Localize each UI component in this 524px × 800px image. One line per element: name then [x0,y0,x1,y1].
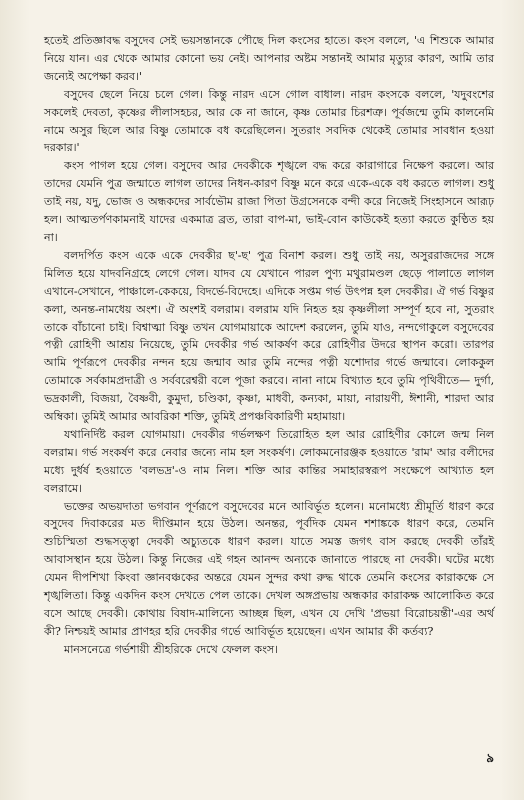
body-text [44,32,494,659]
page-number: ৯ [486,751,494,765]
paragraph-1: হতেই প্রতিজ্ঞাবদ্ধ বসুদেব সেই ভয়সন্তানকে পৌছে দিল কংসের হাতে। কংস বললে, 'এ শিশুকে আমার নিয়ে যান। এর থেকে আমার কোনো ভয় নেই। আপনার অষ্টম সন্তানই আমার মৃত্যুর কারণ, আমি তার জন্যেই অপেক্ষা করব।' [44,34,494,83]
paragraph-2: বসুদেব ছেলে নিয়ে চলে গেল। কিন্তু নারদ এসে গোল বাধাল। নারদ কংসকে বললে, 'যদুবংশের সকলেই দেবতা, কৃষ্ণের লীলাসহচর, আর কে না জানে, কৃষ্ণ তোমার চিরশত্রু। পূর্বজন্মে তুমি কালনেমি নামে অসুর ছিলে আর বিষ্ণু তোমাকে বধ করেছিলেন। সুতরাং সবদিক থেকেই তোমার সাবধান হওয়া দরকার।' [44,87,494,155]
paragraph-7: মানসনেত্রে গর্ভশায়ী শ্রীহরিকে দেখে ফেলল কংস। [64,642,278,656]
paragraph-3: কংস পাগল হয়ে গেল। বসুদেব আর দেবকীকে শৃঙ্খলে বদ্ধ করে কারাগারে নিক্ষেপ করলে। আর তাদের যেমনি পুত্র জন্মাতে লাগল তাদের নিধন-কারণ বিষ্ণু মনে করে একে-একে বধ করতে লাগল। শুধু তাই নয়, যদু, ভোজ ও অন্ধকদের সার্বভৌম রাজা পিতা উগ্রসেনকে বন্দী করে নিজেই সিংহাসনে আরূঢ় হল। আত্মতর্পণকামনাই যাদের একমাত্র ব্রত, তারা বাপ-মা, ভাই-বোন কাউকেই হত্যা করতে কুণ্ঠিত হয় না। [44,159,494,244]
paragraph-5: যথানির্দিষ্ট করল যোগমায়া। দেবকীর গর্ভলক্ষণ তিরোহিত হল আর রোহিণীর কোলে জন্ম নিল বলরাম। গর্ভ সংকর্ষণ করে নেবার জন্যে নাম হল সংকর্ষণ। লোকমনোরঞ্জক হওয়াতে 'রাম' আর বলীদের মধ্যে দুর্ধর্ষ হওয়াতে 'বলভদ্র'-ও নাম নিল। শক্তি আর কান্তির সমাহারস্বরূপ সংক্ষেপে আখ্যাত হল বলরামে। [44,427,494,495]
paragraph-6: ভক্তের অভয়দাতা ভগবান পূর্ণরূপে বসুদেবের মনে আবির্ভূত হলেন। মনোমধ্যে শ্রীমূর্তি ধারণ করে বসুদেব দিবাকরের মত দীপ্তিমান হয়ে উঠল। অনন্তর, পূর্বদিক যেমন শশাঙ্ককে ধারণ করে, তেমনি শুচিস্মিতা শুদ্ধসত্ত্বা দেবকী অচ্যুতকে ধারণ করল। যাতে সমস্ত জগৎ বাস করছে দেবকী তাঁরই আবাসস্থান হয়ে উঠল। কিন্তু নিজের এই গহন আনন্দ অন্যকে জানাতে পারছে না দেবকী। ঘটের মধ্যে যেমন দীপশিখা কিংবা জ্ঞানবঞ্চকের অন্তরে যেমন সুন্দর কথা রুদ্ধ থাকে তেমনি কংসের কারাকক্ষে সে শৃঙ্খলিতা। কিন্তু একদিন কংস দেখতে পেল তাকে। দেখল অঙ্গপ্রভায় অন্ধকার কারাকক্ষ আলোকিত করে বসে আছে দেবকী। কোথায় বিষাদ-মালিন্যে আচ্ছন্ন ছিল, এখন যে দেখি 'প্রভয়া বিরোচয়ন্তী'-এর অর্থ কী? নিশ্চয়ই আমার প্রাণহর হরি দেবকীর গর্ভে আবির্ভূত হয়েছেন। এখন আমার কী কর্তব্য? [44,499,494,638]
paragraph-4: বলদর্পিত কংস একে একে দেবকীর ছ'-ছ' পুত্র বিনাশ করল। শুধু তাই নয়, অসুররাজদের সঙ্গে মিলিত হয়ে যাদবনিগ্রহে লেগে গেল। যাদব যে যেখানে পারল পুণ্য মথুরামণ্ডল ছেড়ে পালাতে লাগল এখানে-সেখানে, পাঞ্চালে-কেকয়ে, বিদর্ভে-বিদেহে। এদিকে সপ্তম গর্ভ উৎপন্ন হল দেবকীর। ঐ গর্ভ বিষ্ণুর কলা, অনন্ত-নামধেয় অংশ। ঐ অংশই বলরাম। বলরাম যদি নিহত হয় কৃষ্ণলীলা সম্পূর্ণ হবে না, সুতরাং তাকে বাঁচানো চাই। বিশ্বাত্মা বিষ্ণু তখন যোগমায়াকে আদেশ করলেন, তুমি যাও, নন্দগোকুলে বসুদেবের পত্নী রোহিণী আশ্রয় নিয়েছে, তুমি দেবকীর গর্ভ আকর্ষণ করে রোহিণীর উদরে স্থাপন করো। তারপর আমি পূর্ণরূপে দেবকীর নন্দন হয়ে জন্মাব আর তুমি নন্দের পত্নী যশোদার গর্ভে জন্মাবে। লোককুল তোমাকে সর্বকামপ্রদাত্রী ও সর্ববরেশ্বরী বলে পূজা করবে। নানা নামে বিখ্যাত হবে তুমি পৃথিবীতে— দুর্গা, ভদ্রকালী, বিজয়া, বৈষ্ণবী, কুমুদা, চণ্ডিকা, কৃষ্ণা, মাধবী, কন্যকা, মায়া, নারায়ণী, ঈশানী, শারদা আর অম্বিকা। তুমিই আমার আবরিকা শক্তি, তুমিই প্রপঞ্চবিকারিণী মহামায়া। [44,248,494,424]
